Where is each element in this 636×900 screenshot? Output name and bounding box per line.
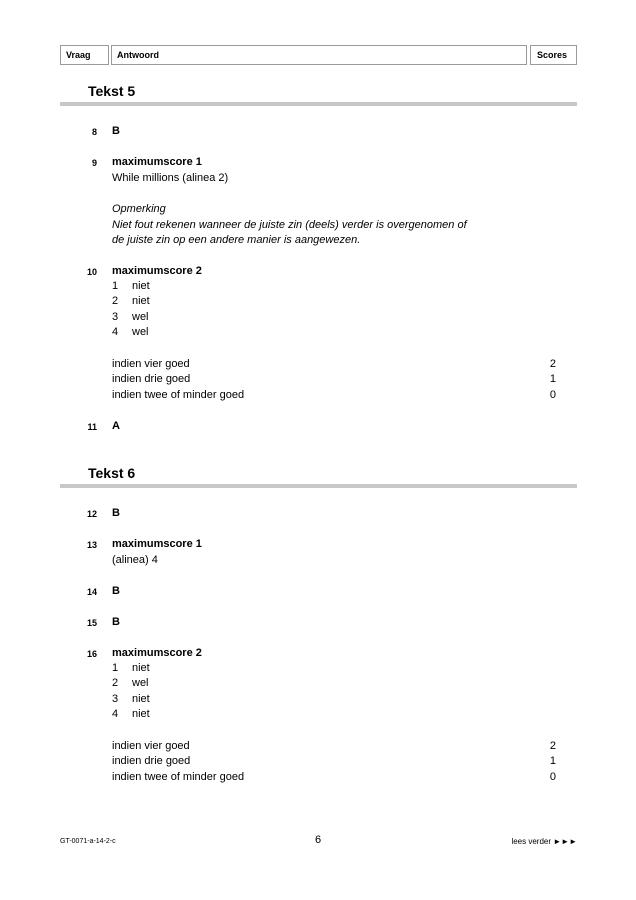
answer: B xyxy=(112,616,120,628)
item-answer: niet xyxy=(132,693,150,705)
question-number: 13 xyxy=(86,540,97,550)
item-number: 1 xyxy=(112,280,119,292)
answer: A xyxy=(112,420,120,432)
question-number: 16 xyxy=(86,649,97,659)
item-number: 2 xyxy=(112,677,119,689)
max-score-label: maximumscore 2 xyxy=(112,265,202,277)
question-number: 9 xyxy=(91,158,97,168)
header-scores: Scores xyxy=(530,45,577,65)
item-number: 4 xyxy=(112,708,119,720)
question-number: 8 xyxy=(91,127,97,137)
answer: B xyxy=(112,507,120,519)
scoring-label: indien drie goed xyxy=(112,755,191,767)
question-number: 11 xyxy=(87,422,97,432)
question-number: 12 xyxy=(86,509,97,519)
page-number: 6 xyxy=(314,834,322,846)
scoring-label: indien vier goed xyxy=(112,740,190,752)
question-number: 10 xyxy=(86,267,97,277)
section-divider xyxy=(60,102,577,106)
section-title-tekst6: Tekst 6 xyxy=(88,465,136,481)
question-number: 15 xyxy=(86,618,97,628)
note-text: Niet fout rekenen wanneer de juiste zin (deels) verder is overgenomen of xyxy=(112,219,467,231)
answer: B xyxy=(112,125,120,137)
header-antwoord: Antwoord xyxy=(111,45,527,65)
item-answer: wel xyxy=(132,311,149,323)
item-number: 3 xyxy=(112,693,119,705)
scoring-label: indien twee of minder goed xyxy=(112,389,245,401)
scoring-points: 2 xyxy=(549,358,556,370)
scoring-label: indien twee of minder goed xyxy=(112,771,245,783)
header-vraag: Vraag xyxy=(60,45,109,65)
item-answer: wel xyxy=(132,326,149,338)
answer: While millions (alinea 2) xyxy=(112,172,229,184)
scoring-points: 0 xyxy=(549,389,556,401)
document-code: GT-0071-a-14-2-c xyxy=(60,838,116,845)
section-divider xyxy=(60,484,577,488)
scoring-label: indien drie goed xyxy=(112,373,191,385)
item-answer: wel xyxy=(132,677,149,689)
scoring-points: 2 xyxy=(549,740,556,752)
scoring-points: 1 xyxy=(549,373,556,385)
max-score-label: maximumscore 1 xyxy=(112,156,202,168)
answer: (alinea) 4 xyxy=(112,554,158,566)
section-title-tekst5: Tekst 5 xyxy=(88,83,136,99)
item-answer: niet xyxy=(132,280,150,292)
item-number: 2 xyxy=(112,295,119,307)
item-number: 1 xyxy=(112,662,119,674)
item-number: 3 xyxy=(112,311,119,323)
max-score-label: maximumscore 2 xyxy=(112,647,202,659)
next-page-indicator: lees verder ►►► xyxy=(511,837,577,846)
note-title: Opmerking xyxy=(112,203,166,215)
scoring-label: indien vier goed xyxy=(112,358,190,370)
answer: B xyxy=(112,585,120,597)
scoring-points: 1 xyxy=(549,755,556,767)
question-number: 14 xyxy=(86,587,97,597)
item-answer: niet xyxy=(132,708,150,720)
max-score-label: maximumscore 1 xyxy=(112,538,202,550)
item-number: 4 xyxy=(112,326,119,338)
note-text: de juiste zin op een andere manier is aangewezen. xyxy=(112,234,361,246)
item-answer: niet xyxy=(132,295,150,307)
item-answer: niet xyxy=(132,662,150,674)
scoring-points: 0 xyxy=(549,771,556,783)
